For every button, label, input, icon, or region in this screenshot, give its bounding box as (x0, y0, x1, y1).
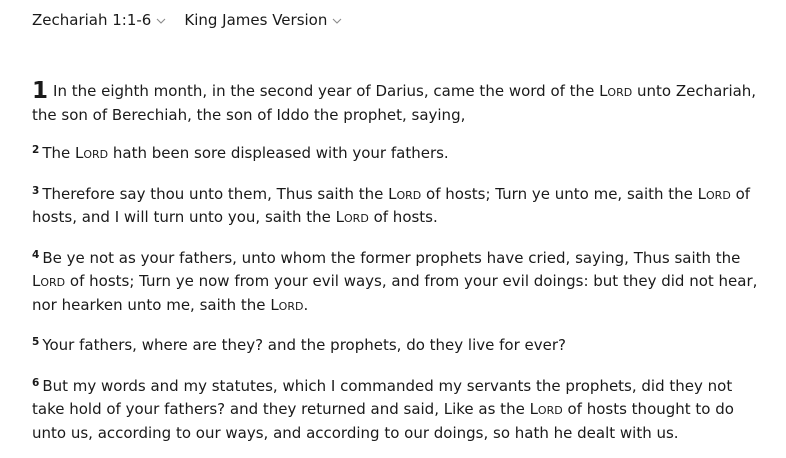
passage-text (32, 80, 762, 458)
divine-name: Lord (32, 272, 66, 290)
verse-number: 2 (32, 144, 40, 156)
verse-number: 4 (32, 248, 40, 261)
verse-text: But my words and my statutes, which I commanded my servants the prophets, did they not take hold of your fathers? and they returned and said, Like as the (32, 376, 733, 418)
verse-text: of hosts. (368, 208, 438, 226)
verse-text: of hosts thought to do unto us, according to our ways, and according to our doings, so hath he dealt with us. (32, 400, 734, 442)
verse-text: In the eighth month, in the second year of Darius, came the word of the (53, 82, 600, 100)
divine-name: Lord (270, 295, 304, 314)
verse-text: . (303, 295, 309, 314)
verse-text: Therefore say thou unto them, Thus saith the (42, 184, 389, 203)
verse-2 (32, 142, 762, 166)
verse-6 (32, 375, 762, 446)
reference-picker[interactable] (32, 11, 164, 29)
verse-text: Be ye not as your fathers, unto whom the former prophets have cried, saying, Thus saith the (42, 248, 741, 267)
passage-toolbar (32, 9, 340, 31)
verse-number: 5 (32, 336, 40, 348)
divine-name: Lord (74, 144, 109, 162)
verse-text: hath been sore displeased with your fathers. (108, 144, 449, 162)
verse-1 (32, 80, 762, 127)
verse-3 (32, 183, 762, 230)
chevron-down-icon (156, 17, 164, 25)
verse-text: The (42, 144, 75, 162)
divine-name: Lord (529, 400, 563, 418)
verse-text: of hosts; Turn ye unto me, saith the (421, 184, 698, 203)
divine-name: Lord (388, 184, 422, 203)
divine-name: Lord (335, 208, 369, 226)
version-label: King James Version (184, 11, 328, 29)
verse-text: of hosts, and I will turn unto you, saith the (32, 184, 751, 226)
version-picker[interactable] (184, 11, 340, 29)
reference-label: Zechariah 1:1-6 (32, 11, 152, 29)
divine-name: Lord (697, 184, 731, 203)
verse-number: 6 (32, 376, 40, 389)
verse-4 (32, 247, 762, 318)
chapter-number: 1 (32, 78, 49, 104)
verse-text: unto Zechariah, the son of Berechiah, the son of Iddo the prophet, saying, (32, 82, 757, 124)
chevron-down-icon (332, 17, 340, 25)
verse-text: Your fathers, where are they? and the prophets, do they live for ever? (42, 336, 566, 354)
verse-text: of hosts; Turn ye now from your evil ways, and from your evil doings: but they did not hear, nor hearken unto me, saith the (32, 272, 758, 314)
verse-5 (32, 334, 762, 358)
verse-number: 3 (32, 184, 40, 197)
divine-name: Lord (599, 82, 633, 100)
